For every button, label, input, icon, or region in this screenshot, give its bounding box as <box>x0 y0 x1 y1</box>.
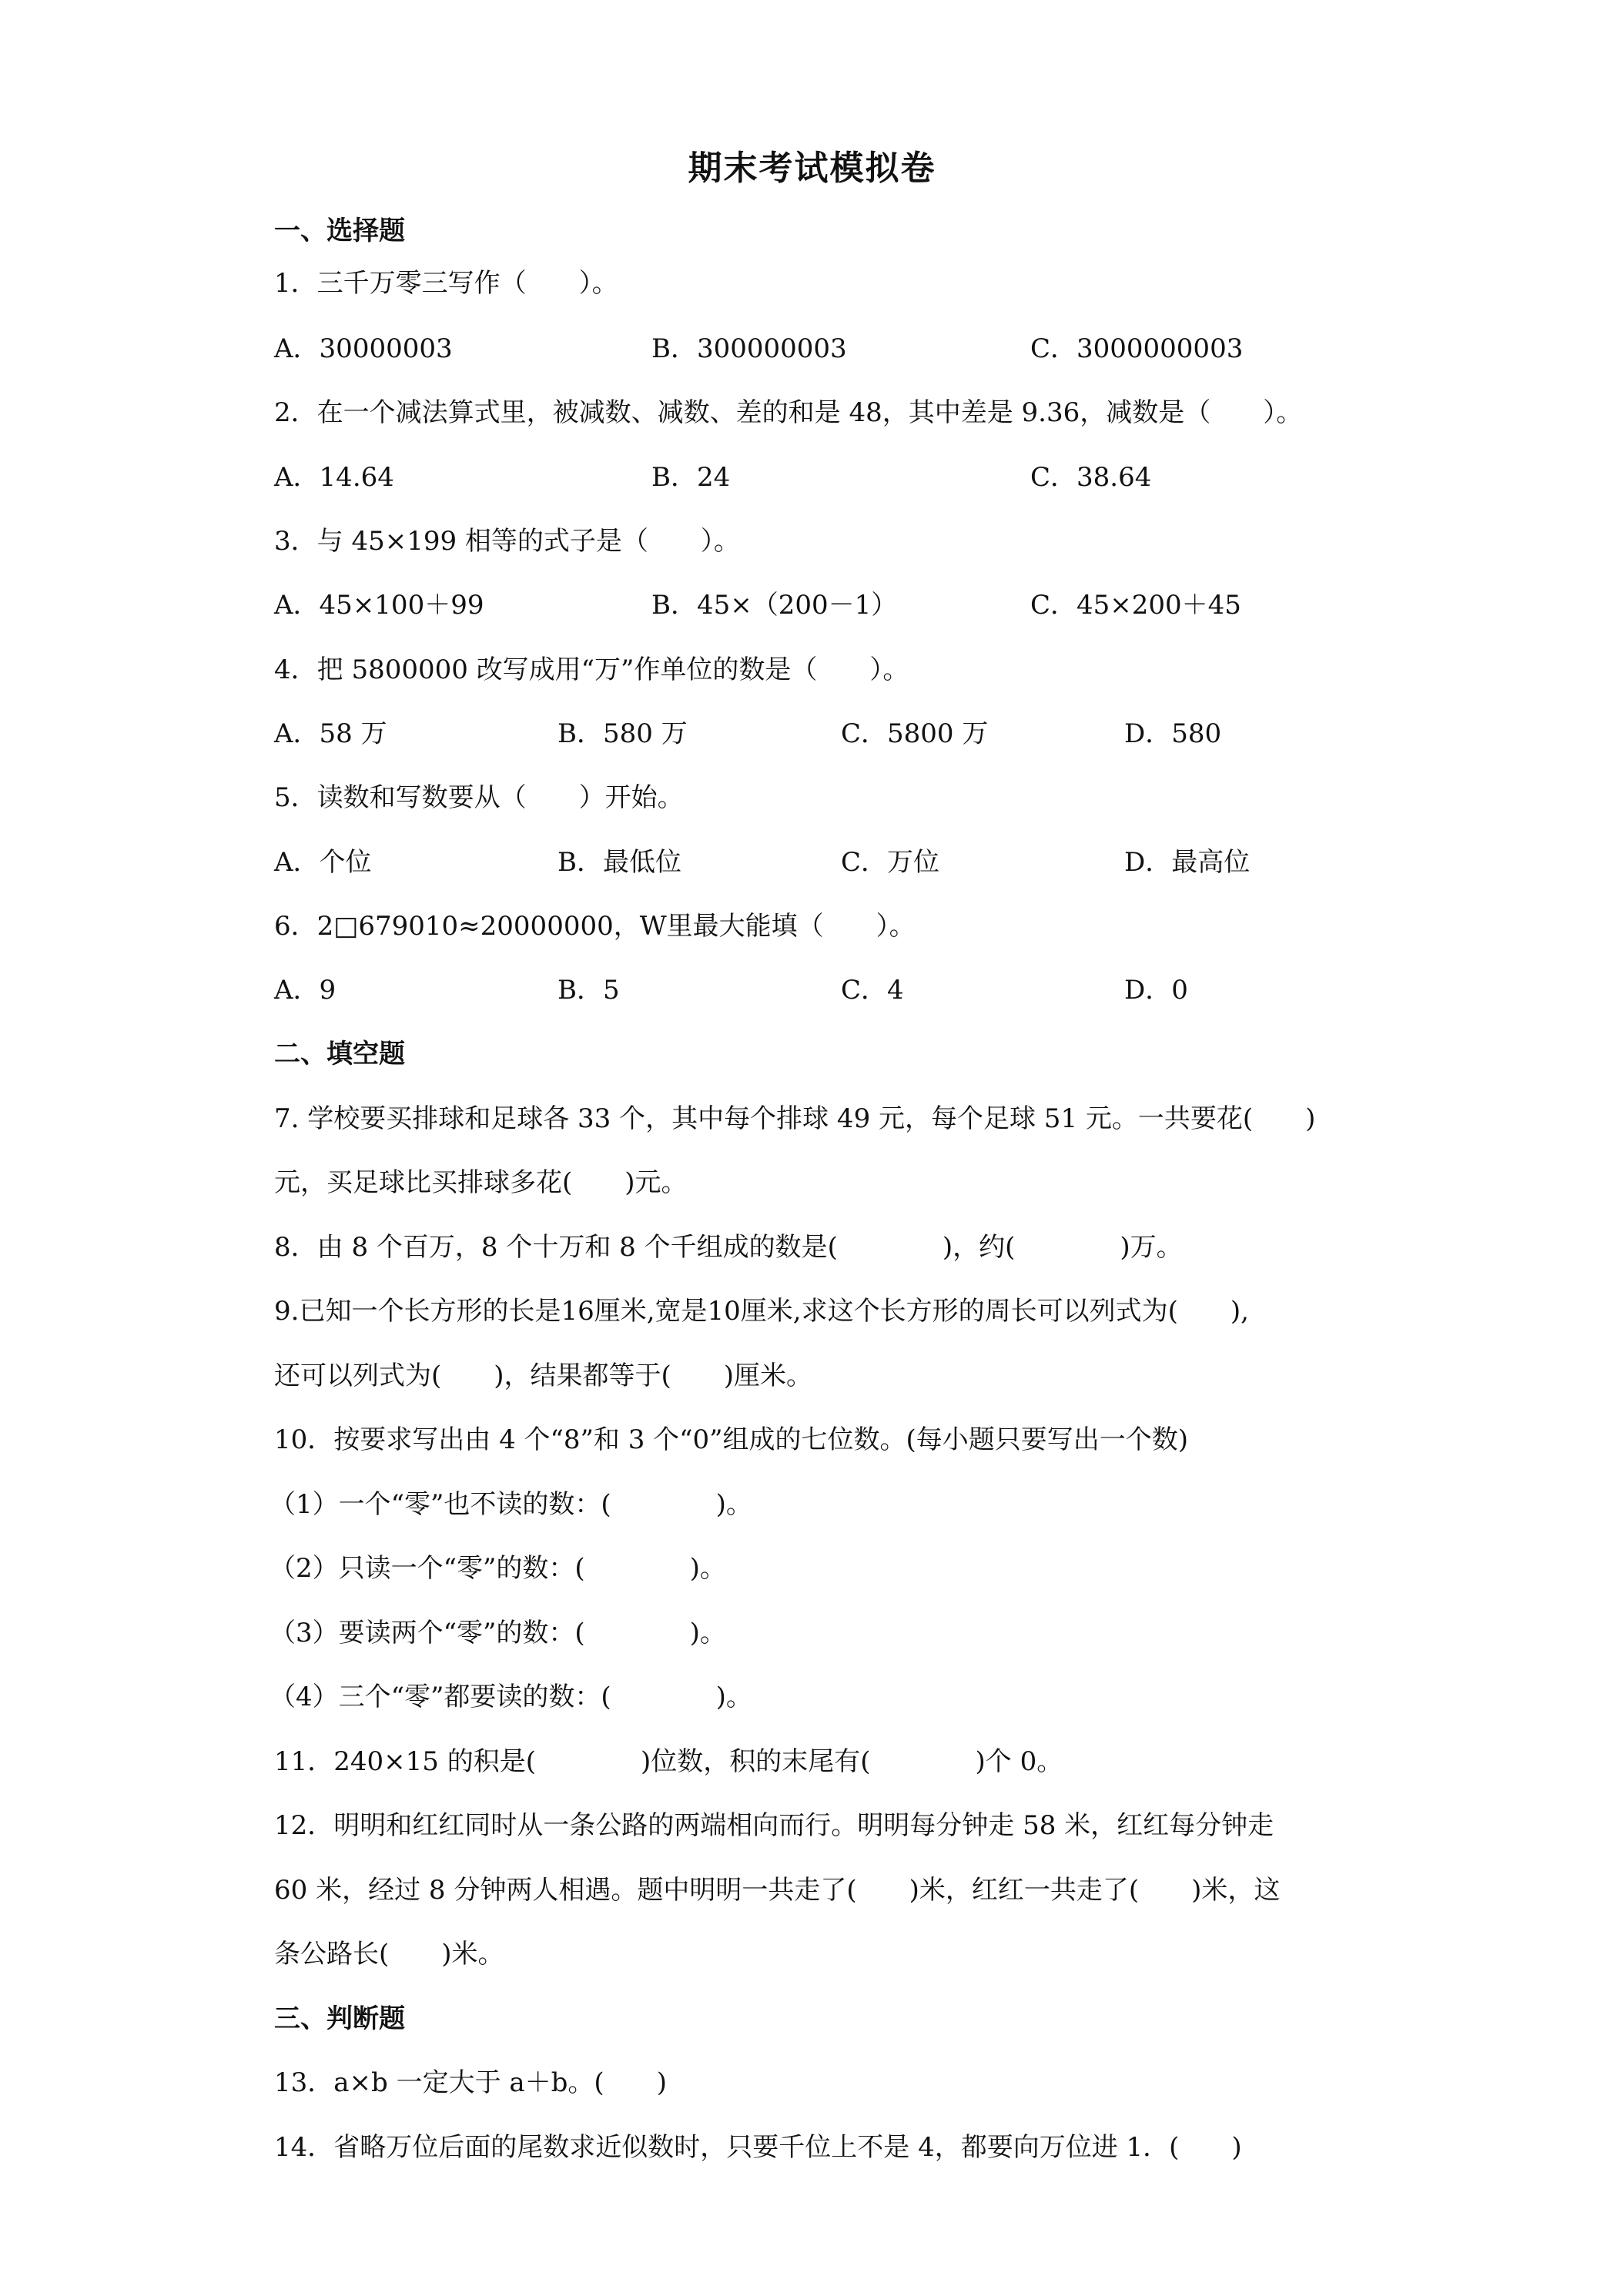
q3-option-c: C．45×200＋45 <box>1030 590 1241 621</box>
question-9-line2: 还可以列式为( )，结果都等于( )厘米。 <box>274 1361 813 1391</box>
q4-option-c: C．5800 万 <box>841 718 989 749</box>
q2-option-b: B．24 <box>651 462 731 493</box>
q4-option-a: A．58 万 <box>274 718 387 749</box>
question-10-part4: （4）三个“零”都要读的数：( )。 <box>270 1682 752 1712</box>
section-heading-choice: 一、选择题 <box>274 216 405 246</box>
question-10-part3: （3）要读两个“零”的数：( )。 <box>270 1618 726 1648</box>
question-10: 10．按要求写出由 4 个“8”和 3 个“0”组成的七位数。(每小题只要写出一个数) <box>274 1424 1189 1455</box>
q6-option-c: C．4 <box>841 975 904 1006</box>
q5-option-d: D．最高位 <box>1124 847 1251 878</box>
question-7-line2: 元，买足球比买排球多花( )元。 <box>274 1167 688 1198</box>
question-8: 8．由 8 个百万，8 个十万和 8 个千组成的数是( )，约( )万。 <box>274 1232 1183 1263</box>
q5-option-a: A．个位 <box>274 847 372 878</box>
q1-option-b: B．300000003 <box>651 333 847 364</box>
q2-option-c: C．38.64 <box>1030 462 1152 493</box>
question-12-line2: 60 米，经过 8 分钟两人相遇。题中明明一共走了( )米，红红一共走了( )米，这 <box>274 1875 1281 1906</box>
q1-option-a: A．30000003 <box>274 333 453 364</box>
question-10-part1: （1）一个“零”也不读的数：( )。 <box>270 1489 752 1520</box>
question-4: 4．把 5800000 改写成用“万”作单位的数是（ ）。 <box>274 654 909 685</box>
question-2: 2．在一个减法算式里，被减数、减数、差的和是 48，其中差是 9.36，减数是（ ）。 <box>274 397 1303 428</box>
question-9-line1: 9.已知一个长方形的长是16厘米,宽是10厘米,求这个长方形的周长可以列式为( ), <box>274 1296 1249 1327</box>
question-13: 13．a×b 一定大于 a＋b。( ) <box>274 2067 667 2098</box>
q4-option-b: B．580 万 <box>558 718 688 749</box>
question-6: 6．2□679010≈20000000，W里最大能填（ ）。 <box>274 911 916 942</box>
question-12-line3: 条公路长( )米。 <box>274 1939 504 1970</box>
question-7-line1: 7. 学校要买排球和足球各 33 个，其中每个排球 49 元，每个足球 51 元。一共要花( ) <box>274 1103 1316 1134</box>
q5-option-c: C．万位 <box>841 847 940 878</box>
q1-option-c: C．3000000003 <box>1030 333 1244 364</box>
question-11: 11．240×15 的积是( )位数，积的末尾有( )个 0。 <box>274 1746 1063 1777</box>
q6-option-b: B．5 <box>558 975 620 1006</box>
question-12-line1: 12．明明和红红同时从一条公路的两端相向而行。明明每分钟走 58 米，红红每分钟走 <box>274 1810 1274 1841</box>
q3-option-a: A．45×100＋99 <box>274 590 484 621</box>
q5-option-b: B．最低位 <box>558 847 681 878</box>
question-5: 5．读数和写数要从（ ）开始。 <box>274 782 684 813</box>
question-14: 14．省略万位后面的尾数求近似数时，只要千位上不是 4，都要向万位进 1．( ) <box>274 2132 1242 2163</box>
question-10-part2: （2）只读一个“零”的数：( )。 <box>270 1553 726 1584</box>
section-heading-judge: 三、判断题 <box>274 2003 405 2034</box>
q2-option-a: A．14.64 <box>274 462 394 493</box>
question-1: 1．三千万零三写作（ ）。 <box>274 268 618 299</box>
question-3: 3．与 45×199 相等的式子是（ ）。 <box>274 526 740 557</box>
q3-option-b: B．45×（200－1） <box>651 590 898 621</box>
section-heading-fill: 二、填空题 <box>274 1039 405 1069</box>
q6-option-a: A．9 <box>274 975 337 1006</box>
page-title: 期末考试模拟卷 <box>688 149 936 188</box>
q6-option-d: D．0 <box>1124 975 1188 1006</box>
q4-option-d: D．580 <box>1124 718 1222 749</box>
